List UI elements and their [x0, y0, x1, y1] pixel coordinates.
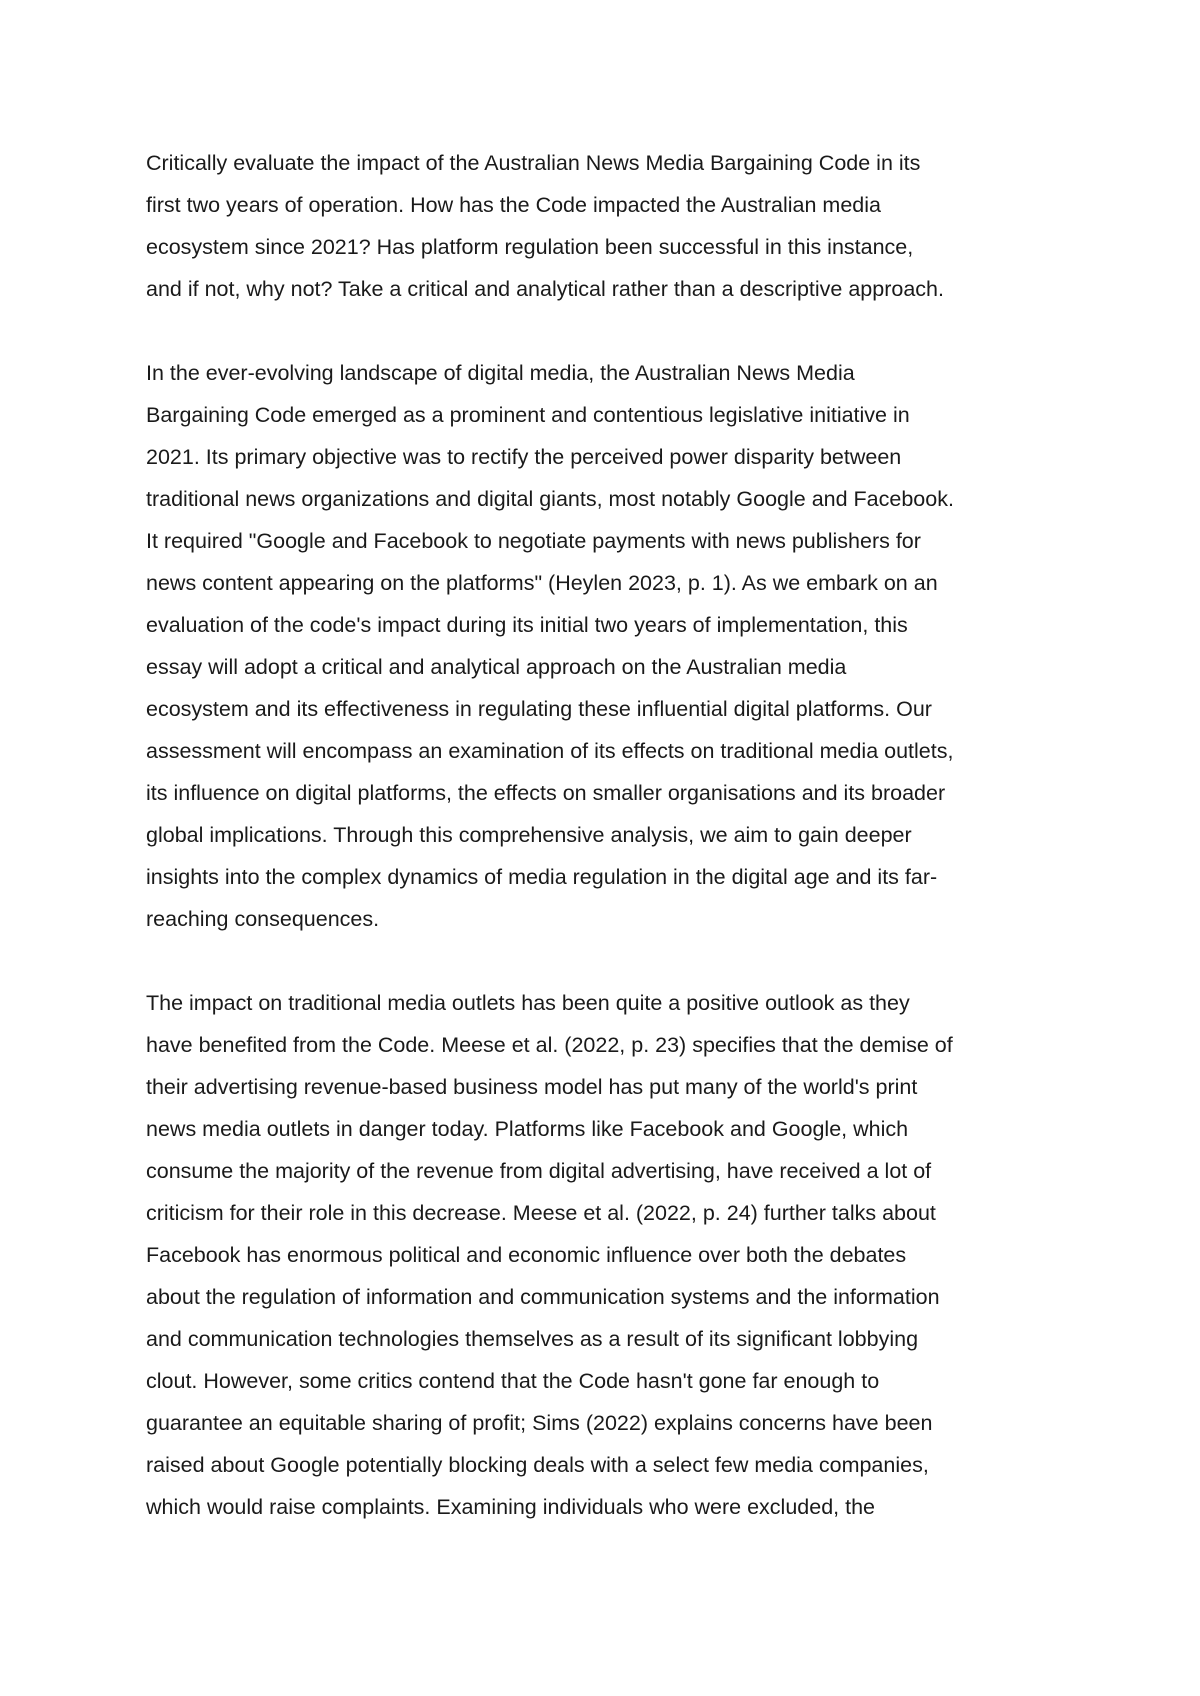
document-body — [146, 142, 1076, 1528]
essay-question-paragraph: Critically evaluate the impact of the Australian News Media Bargaining Code in its first two years of operation. How has the Code impacted the Australian media ecosystem since 2021? Has platform regulation been successful in this instance, and if not, why not? Take a critical and analytical rather than a descriptive approach. — [146, 151, 944, 301]
traditional-media-paragraph: The impact on traditional media outlets has been quite a positive outlook as they have benefited from the Code. Meese et al. (2022, p. 23) specifies that the demise of their advertising revenue-based business model has put many of the world's print news media outlets in danger today. Platforms like Facebook and Google, which consume the majority of the revenue from digital advertising, have received a lot of criticism for their role in this decrease. Meese et al. (2022, p. 24) further talks about Facebook has enormous political and economic influence over both the debates about the regulation of information and communication systems and the information and communication technologies themselves as a result of its significant lobbying clout. However, some critics contend that the Code hasn't gone far enough to guarantee an equitable sharing of profit; Sims (2022) explains concerns have been raised about Google potentially blocking deals with a select few media companies, which would raise complaints. Examining individuals who were excluded, the — [146, 991, 953, 1519]
introduction-paragraph: In the ever-evolving landscape of digital media, the Australian News Media Bargaining Code emerged as a prominent and contentious legislative initiative in 2021. Its primary objective was to rectify the perceived power disparity between traditional news organizations and digital giants, most notably Google and Facebook. It required "Google and Facebook to negotiate payments with news publishers for news content appearing on the platforms" (Heylen 2023, p. 1). As we embark on an evaluation of the code's impact during its initial two years of implementation, this essay will adopt a critical and analytical approach on the Australian media ecosystem and its effectiveness in regulating these influential digital platforms. Our assessment will encompass an examination of its effects on traditional media outlets, its influence on digital platforms, the effects on smaller organisations and its broader global implications. Through this comprehensive analysis, we aim to gain deeper insights into the complex dynamics of media regulation in the digital age and its far- reaching consequences. — [146, 361, 954, 931]
